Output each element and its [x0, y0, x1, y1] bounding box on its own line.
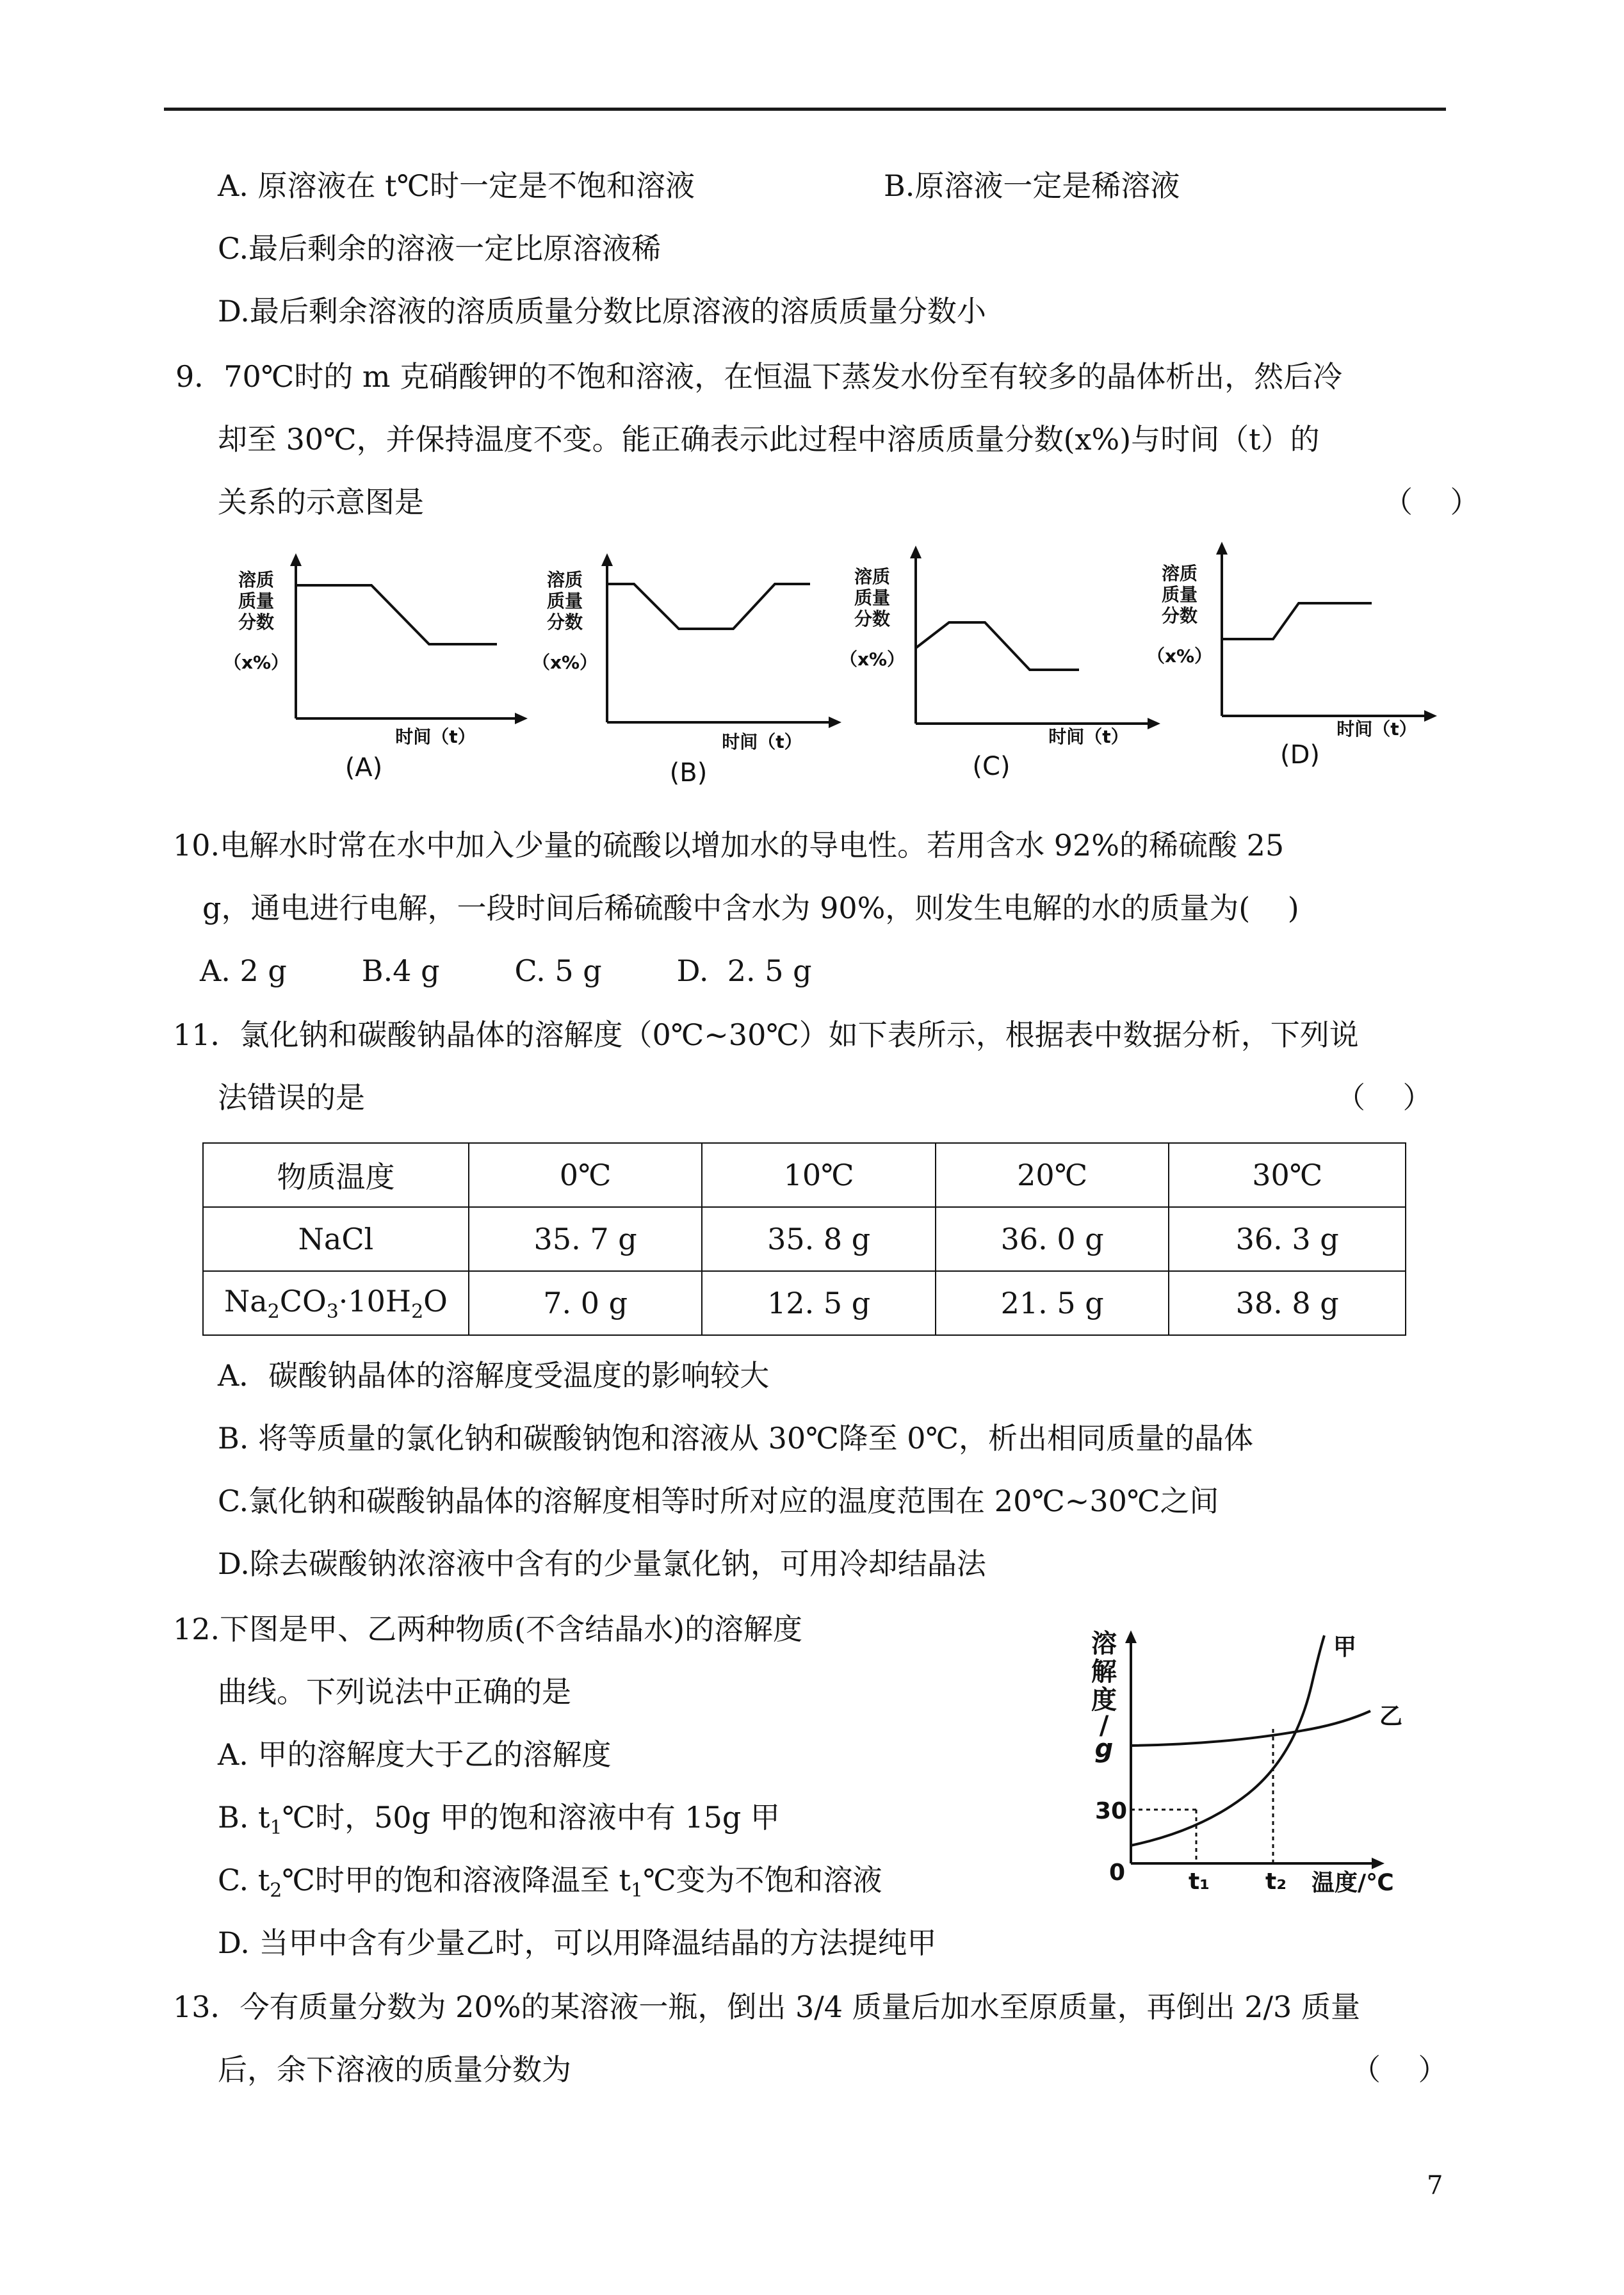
table-row-nacl: [203, 1207, 1406, 1271]
q12-t1-label: t₁: [1189, 1869, 1210, 1895]
graph-b-ylabel-4: （x%）: [532, 652, 598, 673]
q12-option-a: A. 甲的溶解度大于乙的溶解度: [218, 1737, 612, 1772]
q12-option-c: C. $t_2℃$时甲的饱和溶液降温至 $t_1℃$变为不饱和溶液: [218, 1863, 882, 1902]
q12-ylabel-4: /: [1099, 1711, 1109, 1740]
q12-ylabel-3: 度: [1091, 1685, 1117, 1715]
graph-c-curve: [916, 622, 1079, 670]
graph-b-ylabel-3: 分数: [546, 612, 583, 633]
table-cell: NaCl: [203, 1207, 469, 1271]
q9-stem-line1: 9．70℃时的 m 克硝酸钾的不饱和溶液，在恒温下蒸发水份至有较多的晶体析出，然后冷: [175, 359, 1343, 394]
graph-a-ylabel-3: 分数: [238, 612, 275, 633]
q12-xlabel: 温度/℃: [1311, 1870, 1394, 1896]
graph-a-label: (A): [345, 753, 383, 783]
table-cell: 38. 8 g: [1169, 1271, 1406, 1335]
graph-d-label: (D): [1279, 740, 1320, 770]
graph-c-xlabel: 时间（t）: [1048, 726, 1129, 747]
q12-t2-label: t₂: [1265, 1869, 1287, 1895]
q9-graph-c: [839, 538, 1185, 794]
q8-option-b: B.原溶液一定是稀溶液: [884, 168, 1180, 203]
q12-ylabel-1: 溶: [1091, 1629, 1117, 1658]
table-header-cell: 10℃: [702, 1143, 936, 1207]
q13-stem-line2: 后，余下溶液的质量分数为: [218, 2052, 571, 2087]
graph-c-label: (C): [972, 752, 1011, 781]
table-header-cell: 30℃: [1169, 1143, 1406, 1207]
q9-graph-a: [218, 544, 551, 794]
table-row-na2co3: [203, 1271, 1406, 1335]
header-rule: [164, 108, 1446, 111]
graph-d-ylabel-3: 分数: [1161, 605, 1198, 626]
q8-option-c: C.最后剩余的溶液一定比原溶液稀: [218, 231, 662, 266]
q10-options: A. 2 g B.4 g C. 5 g D. 2. 5 g: [200, 953, 812, 988]
graph-b-ylabel-1: 溶质: [546, 569, 583, 590]
q9-graph-d: [1146, 531, 1466, 788]
q9-stem-line2: 却至 30℃，并保持温度不变。能正确表示此过程中溶质质量分数(x%)与时间（t）的: [218, 422, 1320, 457]
q9-graph-b: [532, 544, 865, 794]
graph-d-ylabel-2: 质量: [1161, 584, 1198, 605]
graph-c-ylabel-1: 溶质: [854, 566, 891, 587]
table-cell-formula: $Na_2CO_3\cdot 10H_2O$: [203, 1271, 469, 1335]
q12-ytick-30: 30: [1095, 1798, 1128, 1824]
q12-stem-line2: 曲线。下列说法中正确的是: [218, 1675, 571, 1709]
graph-d-curve: [1222, 603, 1372, 639]
q12-origin-label: 0: [1109, 1860, 1126, 1886]
q12-ylabel-5: g: [1094, 1734, 1114, 1764]
table-cell: 12. 5 g: [702, 1271, 936, 1335]
q12-option-d: D. 当甲中含有少量乙时，可以用降温结晶的方法提纯甲: [218, 1926, 937, 1960]
q12-option-b: B. $t_1℃$时，50g 甲的饱和溶液中有 15g 甲: [218, 1800, 780, 1839]
table-header-cell: 20℃: [936, 1143, 1169, 1207]
table-cell: 21. 5 g: [936, 1271, 1169, 1335]
page-number: 7: [1427, 2171, 1443, 2200]
q12-stem-line1: 12.下图是甲、乙两种物质(不含结晶水)的溶解度: [173, 1612, 803, 1646]
table-header-cell: 0℃: [469, 1143, 702, 1207]
q12-ylabel-2: 解: [1091, 1657, 1117, 1687]
q11-answer-bracket: （ ）: [1336, 1080, 1433, 1115]
q11-option-d: D.除去碳酸钠浓溶液中含有的少量氯化钠，可用冷却结晶法: [218, 1546, 986, 1581]
table-header-row: [203, 1143, 1406, 1207]
graph-a-ylabel-2: 质量: [238, 590, 275, 612]
q13-stem-line1: 13．今有质量分数为 20%的某溶液一瓶，倒出 3/4 质量后加水至原质量，再倒出 2/3 质量: [173, 1990, 1360, 2024]
q10-stem-line1: 10.电解水时常在水中加入少量的硫酸以增加水的导电性。若用含水 92%的稀硫酸 25: [173, 828, 1285, 863]
q11-option-a: A．碳酸钠晶体的溶解度受温度的影响较大: [218, 1358, 770, 1393]
graph-a-xlabel: 时间（t）: [395, 726, 476, 747]
graph-b-curve: [607, 584, 810, 629]
q9-answer-bracket: （ ）: [1383, 485, 1480, 519]
q12-curve-yi-label: 乙: [1379, 1703, 1403, 1730]
graph-b-label: (B): [669, 758, 708, 788]
graph-b-xlabel: 时间（t）: [722, 731, 802, 752]
q8-option-d: D.最后剩余溶液的溶质质量分数比原溶液的溶质质量分数小: [218, 294, 986, 328]
q11-stem-line1: 11．氯化钠和碳酸钠晶体的溶解度（0℃~30℃）如下表所示，根据表中数据分析，下列说: [173, 1018, 1359, 1052]
table-cell: 35. 8 g: [702, 1207, 936, 1271]
q12-solubility-graph: [1076, 1626, 1434, 1921]
table-cell: 7. 0 g: [469, 1271, 702, 1335]
graph-b-ylabel-2: 质量: [546, 590, 583, 612]
graph-c-ylabel-3: 分数: [854, 608, 891, 629]
table-cell: 36. 3 g: [1169, 1207, 1406, 1271]
q12-curve-yi: [1131, 1711, 1370, 1746]
q8-option-a: A. 原溶液在 t℃时一定是不饱和溶液: [218, 168, 695, 203]
graph-c-ylabel-4: （x%）: [839, 649, 905, 670]
graph-a-ylabel-1: 溶质: [238, 569, 275, 590]
solubility-table: [202, 1142, 1406, 1336]
graph-d-xlabel: 时间（t）: [1336, 718, 1417, 740]
table-cell: 36. 0 g: [936, 1207, 1169, 1271]
q12-curve-jia-label: 甲: [1333, 1634, 1357, 1660]
q13-answer-bracket: （ ）: [1351, 2052, 1448, 2087]
table-header-cell: 物质温度: [203, 1143, 469, 1207]
graph-d-ylabel-1: 溶质: [1161, 563, 1198, 584]
graph-c-ylabel-2: 质量: [854, 587, 891, 608]
q10-stem-line2: g，通电进行电解，一段时间后稀硫酸中含水为 90%，则发生电解的水的质量为( ): [202, 891, 1299, 925]
q11-stem-line2: 法错误的是: [218, 1080, 365, 1115]
graph-a-ylabel-4: （x%）: [223, 652, 289, 673]
table-cell: 35. 7 g: [469, 1207, 702, 1271]
q11-option-b: B. 将等质量的氯化钠和碳酸钠饱和溶液从 30℃降至 0℃，析出相同质量的晶体: [218, 1421, 1254, 1456]
graph-a-curve: [296, 585, 497, 644]
q11-option-c: C.氯化钠和碳酸钠晶体的溶解度相等时所对应的温度范围在 20℃~30℃之间: [218, 1484, 1219, 1518]
q9-stem-line3: 关系的示意图是: [218, 485, 424, 519]
graph-d-ylabel-4: （x%）: [1146, 645, 1213, 667]
